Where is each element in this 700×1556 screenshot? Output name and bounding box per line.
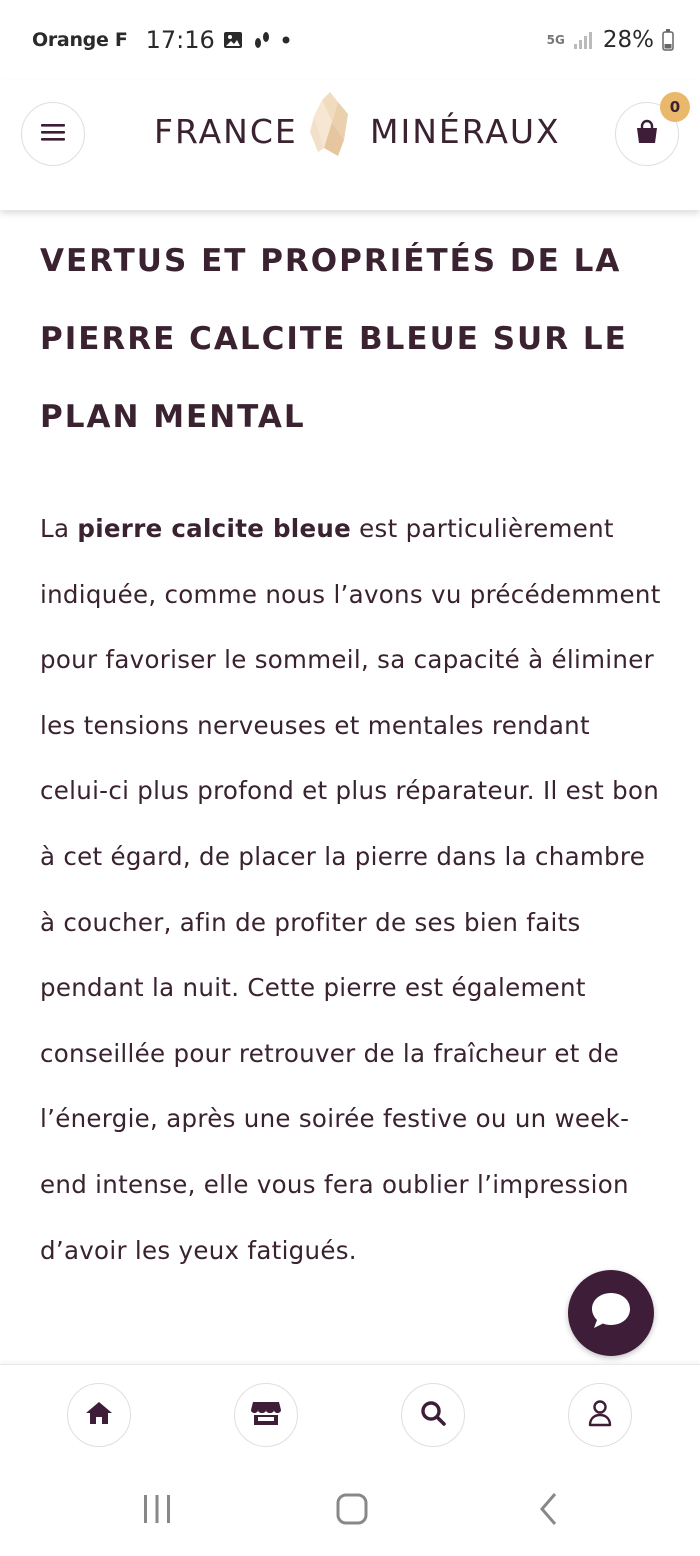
article-content	[40, 222, 665, 1283]
status-time: 17:16	[145, 26, 215, 54]
nav-search-button[interactable]	[401, 1383, 465, 1447]
paragraph-start: La	[40, 514, 78, 543]
nav-account-button[interactable]	[568, 1383, 632, 1447]
logo-text-mineraux: MINÉRAUX	[370, 112, 561, 151]
nav-shop-button[interactable]	[234, 1383, 298, 1447]
chat-button[interactable]	[568, 1270, 654, 1356]
article-paragraph	[40, 496, 665, 1283]
crystal-logo-icon	[308, 92, 354, 162]
notification-dot-icon	[281, 35, 291, 45]
system-navigation-bar	[0, 1466, 700, 1556]
store-icon	[250, 1400, 282, 1430]
site-logo[interactable]	[150, 88, 561, 182]
shopping-bag-icon	[634, 119, 660, 149]
logo-text-france: FRANCE	[154, 112, 298, 151]
gallery-icon	[223, 30, 243, 50]
search-icon	[419, 1399, 447, 1431]
paragraph-bold: pierre calcite bleue	[77, 514, 352, 543]
signal-icon	[573, 30, 595, 50]
hamburger-icon	[40, 122, 66, 146]
network-type: 5G	[546, 33, 565, 47]
battery-level: 28%	[602, 27, 654, 53]
battery-icon	[662, 29, 674, 51]
status-bar	[0, 0, 700, 80]
chat-bubble-icon	[588, 1289, 634, 1337]
home-icon	[84, 1400, 114, 1430]
status-left	[32, 26, 291, 54]
nav-home-button[interactable]	[67, 1383, 131, 1447]
back-chevron-icon	[537, 1491, 561, 1531]
menu-button[interactable]	[21, 102, 85, 166]
carrier-name: Orange F	[32, 29, 128, 51]
home-system-button[interactable]	[325, 1488, 379, 1534]
recent-apps-button[interactable]	[130, 1488, 184, 1534]
site-header	[0, 80, 700, 210]
status-right	[547, 27, 674, 53]
back-button[interactable]	[522, 1488, 576, 1534]
bottom-navigation	[0, 1364, 700, 1465]
recent-apps-icon	[140, 1493, 174, 1529]
cart-count-badge: 0	[660, 92, 690, 122]
home-square-icon	[335, 1492, 369, 1530]
user-icon	[587, 1399, 613, 1431]
paragraph-rest: est particulièrement indiquée, comme nous l’avons vu précédemment pour favoriser le sommeil, sa capacité à éliminer les tensions nerveuses et mentales rendant celui-ci plus profond et plus réparateur. Il est bon à cet égard, de placer la pierre dans la chambre à coucher, afin de profiter de ses bien faits pendant la nuit. Cette pierre est également conseillée pour retrouver de la fraîcheur et de l’énergie, après une soirée festive ou un week-end intense, elle vous fera oublier l’impression d’avoir les yeux fatigués.	[40, 514, 661, 1265]
article-title: VERTUS ET PROPRIÉTÉS DE LA PIERRE CALCITE BLEUE SUR LE PLAN MENTAL	[40, 243, 628, 435]
footsteps-icon	[251, 29, 273, 51]
